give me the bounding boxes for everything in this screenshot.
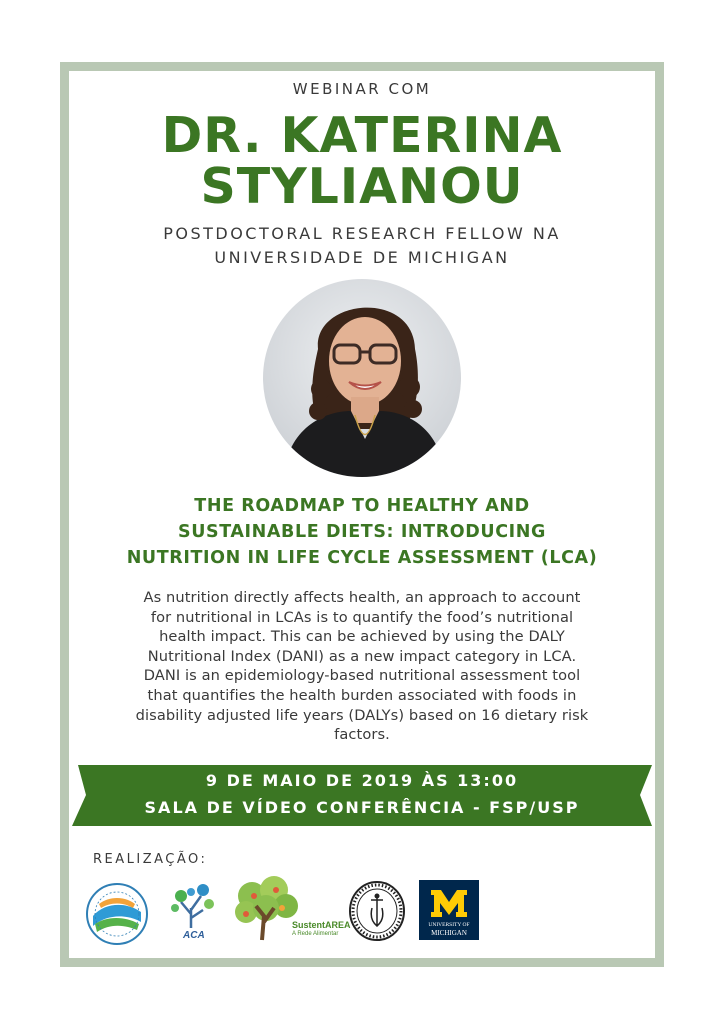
aca-logo: [165, 878, 221, 941]
sustentarea-logo-text: SustentAREA: [292, 920, 351, 930]
affiliation-line1: POSTDOCTORAL RESEARCH FELLOW NA: [163, 224, 561, 243]
umich-logo-line1: UNIVERSITY OF: [428, 922, 470, 928]
abstract-line: that quantifies the health burden associated with foods in: [147, 686, 577, 704]
abstract-line: health impact. This can be achieved by using the DALY: [159, 628, 565, 646]
umich-logo-line2: MICHIGAN: [431, 929, 467, 937]
geias-logo: [85, 882, 149, 950]
abstract-line: Nutritional Index (DANI) as a new impact category in LCA.: [147, 647, 577, 665]
realizacao-label: REALIZAÇÃO:: [93, 852, 208, 867]
abstract-line: disability adjusted life years (DALYs) based on 16 dietary risk: [135, 706, 589, 724]
abstract-line: for nutritional in LCAs is to quantify the food’s nutritional: [150, 608, 574, 626]
speaker-name: [0, 107, 724, 215]
abstract-line: As nutrition directly affects health, an approach to account: [143, 589, 581, 606]
abstract-line: factors.: [334, 726, 390, 744]
aca-logo-text: ACA: [183, 930, 205, 941]
usp-fsp-seal-logo: [348, 880, 406, 946]
talk-title-line3: NUTRITION IN LIFE CYCLE ASSESSMENT (LCA): [126, 548, 598, 568]
talk-title: [0, 493, 724, 571]
affiliation-line2: UNIVERSIDADE DE MICHIGAN: [214, 248, 510, 267]
speaker-affiliation: [0, 222, 724, 270]
webinar-eyebrow: WEBINAR COM: [292, 80, 432, 98]
event-datetime: 9 DE MAIO DE 2019 ÀS 13:00: [205, 771, 519, 790]
talk-abstract: [88, 588, 636, 745]
event-banner: [72, 765, 652, 826]
sustentarea-logo: [232, 876, 351, 944]
event-venue: SALA DE VÍDEO CONFERÊNCIA - FSP/USP: [144, 798, 580, 817]
sustentarea-logo-subtitle: A Rede Alimentar: [292, 931, 339, 937]
speaker-name-line2: STYLIANOU: [200, 158, 524, 215]
speaker-name-line1: DR. KATERINA: [161, 107, 563, 164]
university-of-michigan-logo: [419, 880, 479, 940]
talk-title-line1: THE ROADMAP TO HEALTHY AND: [194, 496, 530, 516]
speaker-photo: [263, 279, 461, 477]
abstract-line: DANI is an epidemiology-based nutritional assessment tool: [143, 667, 581, 685]
talk-title-line2: SUSTAINABLE DIETS: INTRODUCING: [178, 522, 546, 542]
